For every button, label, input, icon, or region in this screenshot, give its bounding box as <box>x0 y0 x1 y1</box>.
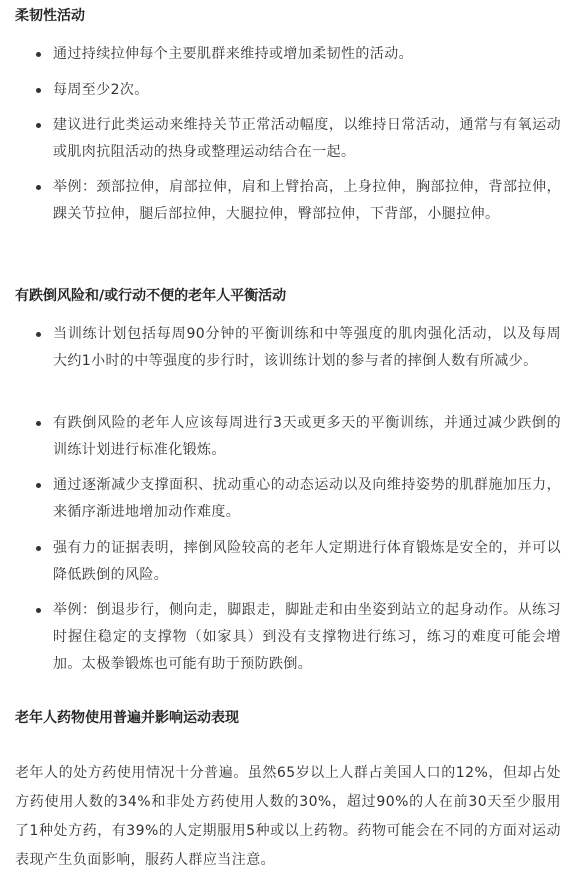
list-item-text: 每周至少2次。 <box>53 82 149 98</box>
list-item-text: 建议进行此类运动来维持关节正常活动幅度，以维持日常活动，通常与有氧运动或肌肉抗阻活动的热身或整理运动结合在一起。 <box>53 117 561 160</box>
bullet-dot <box>36 608 41 613</box>
bullet-dot <box>36 332 41 337</box>
bullet-dot <box>36 483 41 488</box>
bullet-dot <box>36 421 41 426</box>
list-item-text: 举例：倒退步行，侧向走，脚跟走，脚趾走和由坐姿到站立的起身动作。从练习时握住稳定的支撑物（如家具）到没有支撑物进行练习，练习的难度可能会增加。太极拳锻炼也可能有助于预防跌倒。 <box>53 602 561 672</box>
list-item-text: 有跌倒风险的老年人应该每周进行3天或更多天的平衡训练，并通过减少跌倒的训练计划进行标准化锻炼。 <box>53 415 561 458</box>
medication-paragraph: 老年人的处方药使用情况十分普遍。虽然65岁以上人群占美国人口的12%，但却占处方药使用人数的34%和非处方药使用人数的30%，超过90%的人在前30天至少服用了1种处方药，有39%的人定期服用5种或以上药物。药物可能会在不同的方面对运动表现产生负面影响，服药人群应当注意。 <box>15 765 561 868</box>
list-item-text: 通过逐渐减少支撑面积、扰动重心的动态运动以及向维持姿势的肌群施加压力，来循序渐进地增加动作难度。 <box>53 477 561 520</box>
bullet-dot <box>36 52 41 57</box>
bullet-dot <box>36 546 41 551</box>
list-item-text: 举例：颈部拉伸，肩部拉伸，肩和上臂抬高，上身拉伸，胸部拉伸，背部拉伸，踝关节拉伸，腿后部拉伸，大腿拉伸，臀部拉伸，下背部，小腿拉伸。 <box>53 179 561 222</box>
section-heading-flexibility: 柔韧性活动 <box>15 8 85 24</box>
list-item-text: 当训练计划包括每周90分钟的平衡训练和中等强度的肌肉强化活动，以及每周大约1小时的中等强度的步行时，该训练计划的参与者的摔倒人数有所减少。 <box>53 326 561 369</box>
bullet-dot <box>36 185 41 190</box>
list-item-text: 强有力的证据表明，摔倒风险较高的老年人定期进行体育锻炼是安全的，并可以降低跌倒的风险。 <box>53 540 561 583</box>
bullet-dot <box>36 88 41 93</box>
list-item-text: 通过持续拉伸每个主要肌群来维持或增加柔韧性的活动。 <box>53 46 413 62</box>
bullet-dot <box>36 123 41 128</box>
section-heading-medication: 老年人药物使用普遍并影响运动表现 <box>15 710 239 726</box>
section-heading-balance: 有跌倒风险和/或行动不便的老年人平衡活动 <box>15 288 287 304</box>
